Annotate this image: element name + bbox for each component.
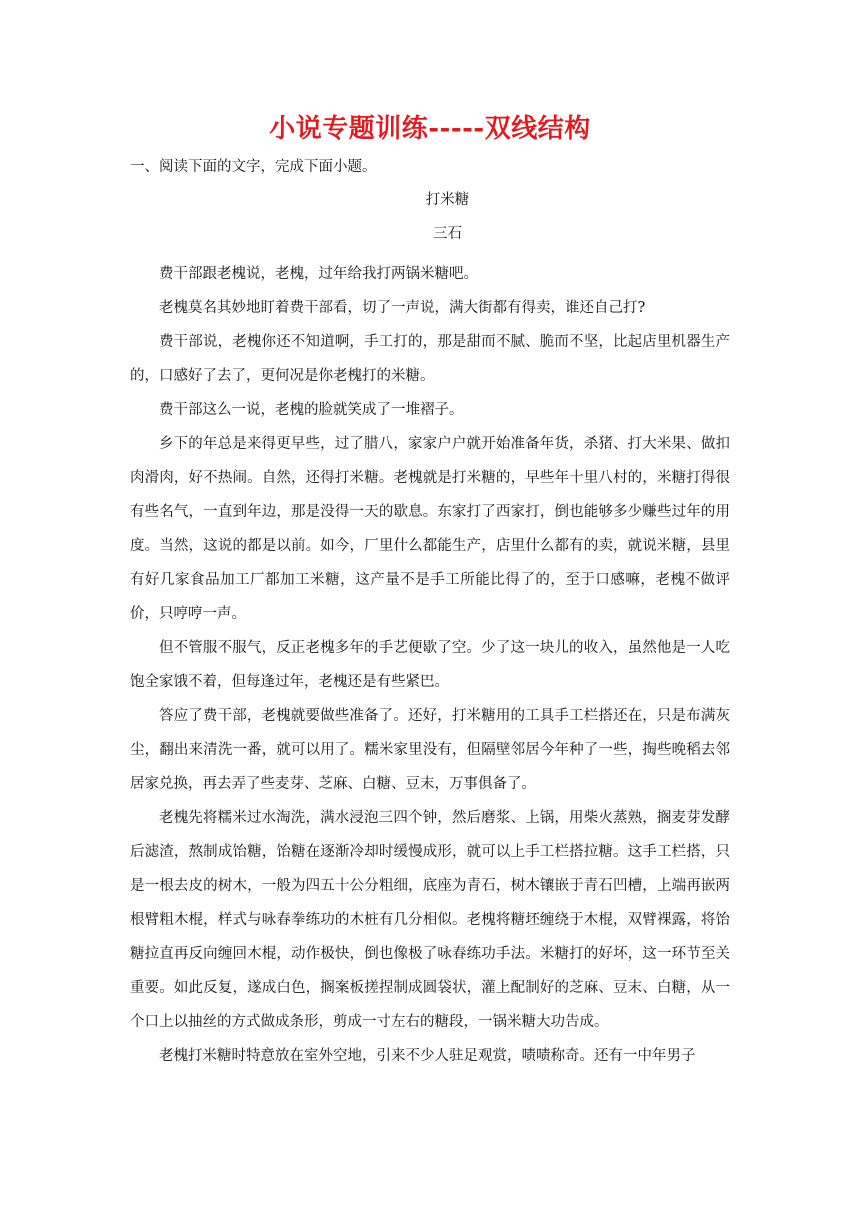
paragraph: 老槐先将糯米过水淘洗，满水浸泡三四个钟，然后磨浆、上锅，用柴火蒸熟，搁麦芽发酵后滤渣，熬制成饴糖，饴糖在逐渐冷却时缓慢成形，就可以上手工栏搭拉糖。这手工栏搭，只是一根去皮的树木，一般为四五十公分粗细，底座为青石，树木镶嵌于青石凹槽，上端再嵌两根臂粗木棍，样式与咏春拳练功的木桩有几分相似。老槐将糖坯缠绕于木棍，双臂裸露，将饴糖拉直再反向缠回木棍，动作极快，倒也像极了咏春练功手法。米糖打的好坏，这一环节至关重要。如此反复，遂成白色，搁案板搓捏制成圆袋状，灌上配制好的芝麻、豆末、白糖，从一个口上以抽丝的方式做成条形，剪成一寸左右的糖段，一锅米糖大功告成。 bbox=[130, 810, 730, 1030]
paragraph: 但不管服不服气，反正老槐多年的手艺便歇了空。少了这一块儿的收入，虽然他是一人吃饱全家饿不着，但每逢过年，老槐还是有些紧巴。 bbox=[130, 640, 730, 690]
paragraph: 老槐莫名其妙地盯着费干部看，切了一声说，满大街都有得卖，谁还自己打? bbox=[159, 300, 646, 316]
paragraph: 乡下的年总是来得更早些，过了腊八，家家户户就开始准备年货，杀猪、打大米果、做扣肉滑肉，好不热闹。自然，还得打米糖。老槐就是打米糖的，早些年十里八村的，米糖打得很有些名气，一直到年边，那是没得一天的歇息。东家打了西家打，倒也能够多少赚些过年的用度。当然，这说的都是以前。如今，厂里什么都能生产，店里什么都有的卖，就说米糖，县里有好几家食品加工厂都加工米糖，这产量不是手工所能比得了的，至于口感嘛，老槐不做评价，只哼哼一声。 bbox=[130, 436, 730, 622]
story-body bbox=[130, 257, 730, 1073]
paragraph: 老槐打米糖时特意放在室外空地，引来不少人驻足观赏，啧啧称奇。还有一中年男子 bbox=[159, 1048, 696, 1064]
paragraph: 答应了费干部，老槐就要做些准备了。还好，打米糖用的工具手工栏搭还在，只是布满灰尘，翻出来清洗一番，就可以用了。糯米家里没有，但隔壁邻居今年种了一些，掏些晚稻去邻居家兑换，再去弄了些麦芽、芝麻、白糖、豆末，万事俱备了。 bbox=[130, 708, 730, 792]
paragraph: 费干部说，老槐你还不知道啊，手工打的，那是甜而不腻、脆而不坚，比起店里机器生产的，口感好了去了，更何况是你老槐打的米糖。 bbox=[130, 334, 730, 384]
document-title: 小说专题训练-----双线结构 bbox=[269, 114, 591, 144]
paragraph: 费干部这么一说，老槐的脸就笑成了一堆褶子。 bbox=[159, 402, 464, 418]
story-title: 打米糖 bbox=[425, 192, 470, 208]
story-author: 三石 bbox=[433, 226, 462, 242]
question-instruction: 一、阅读下面的文字，完成下面小题。 bbox=[130, 159, 377, 175]
paragraph: 费干部跟老槐说，老槐，过年给我打两锅米糖吧。 bbox=[159, 266, 478, 282]
